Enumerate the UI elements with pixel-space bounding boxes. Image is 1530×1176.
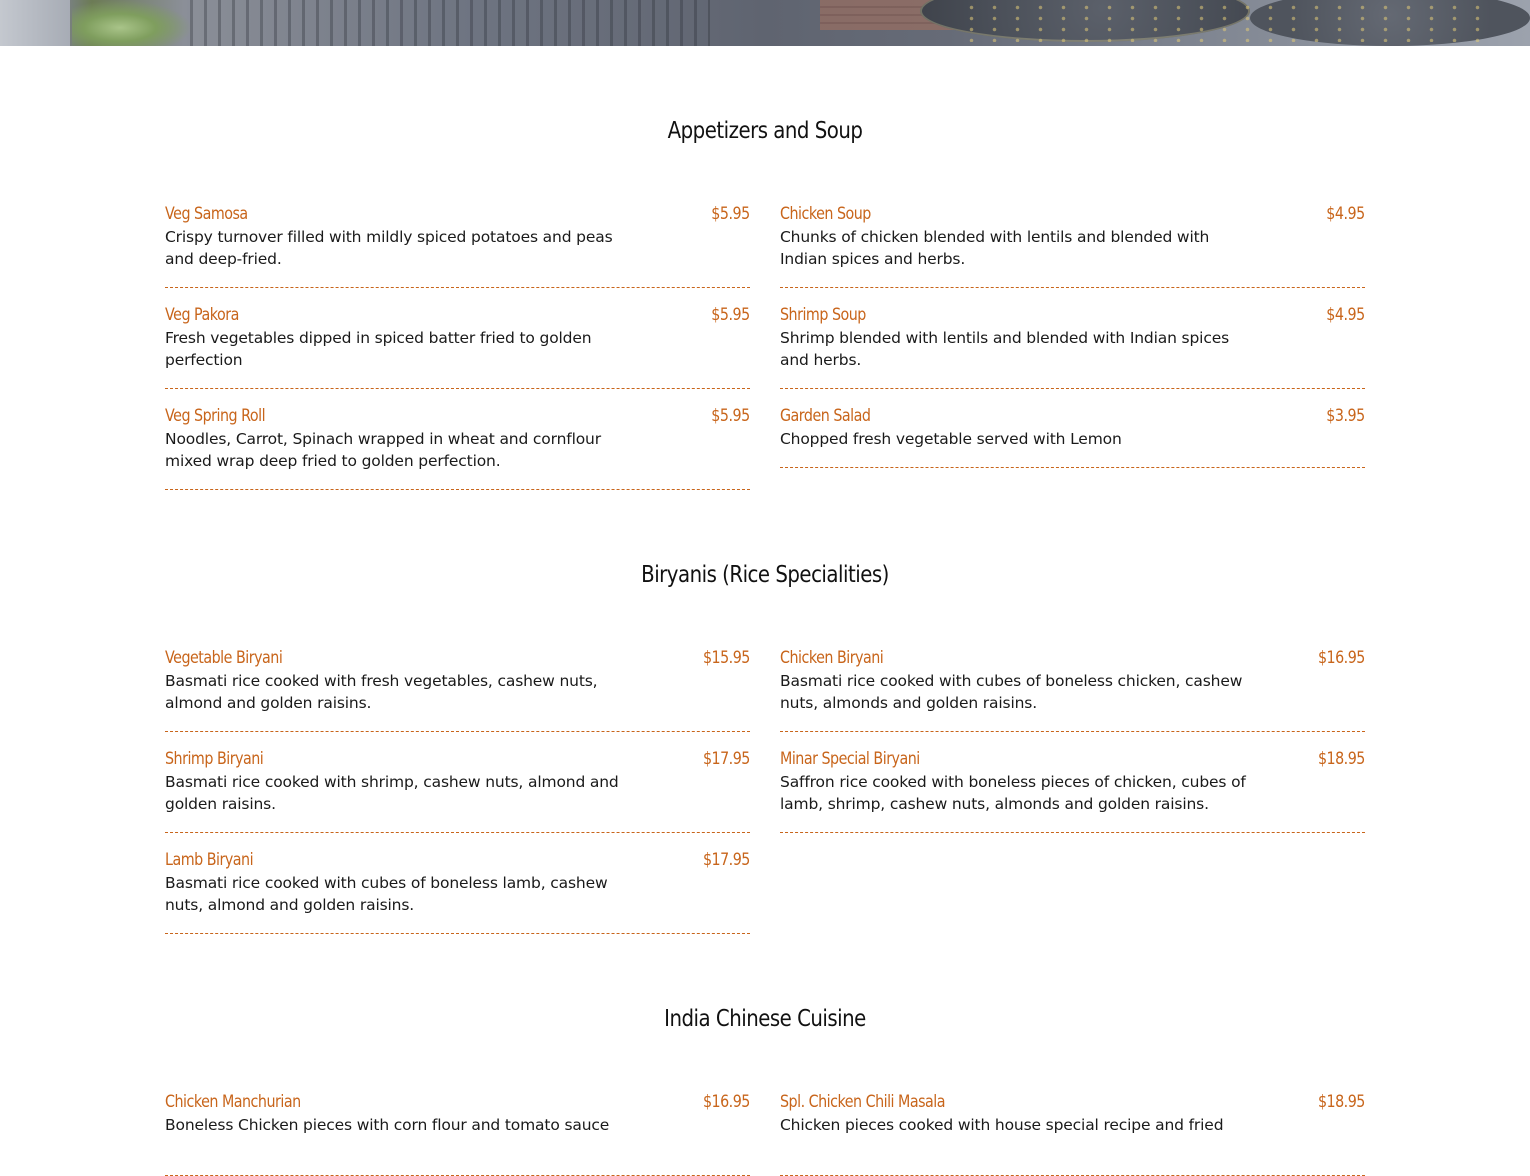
menu-item: [165, 203, 750, 288]
menu-item-price: $16.95: [703, 1092, 750, 1112]
hero-fallen-leaves: [960, 2, 1480, 42]
menu-item: [165, 748, 750, 833]
menu-item-price: $18.95: [1318, 749, 1365, 769]
menu-item-name: Chicken Soup: [780, 204, 871, 224]
menu-item-price: $17.95: [703, 850, 750, 870]
menu-item: [165, 304, 750, 389]
section-title: Biryanis (Rice Specialities): [641, 562, 889, 588]
menu-item-name: Shrimp Biryani: [165, 749, 264, 769]
menu-item-name: Vegetable Biryani: [165, 648, 283, 668]
menu-item-price: $16.95: [1318, 648, 1365, 668]
menu-item-description: Fresh vegetables dipped in spiced batter fried to golden perfection: [165, 329, 592, 369]
menu-item-description: Crispy turnover filled with mildly spiced potatoes and peas and deep-fried.: [165, 228, 613, 268]
menu-item-name: Veg Samosa: [165, 204, 248, 224]
menu-item: [780, 203, 1365, 288]
section-title: Appetizers and Soup: [667, 118, 863, 144]
menu-item: [780, 405, 1365, 468]
menu-item: [780, 647, 1365, 732]
menu-item-name: Garden Salad: [780, 406, 871, 426]
hero-banner-image: [0, 0, 1530, 46]
menu-item-description: Saffron rice cooked with boneless pieces of chicken, cubes of lamb, shrimp, cashew nuts, almonds and golden raisins.: [780, 773, 1246, 813]
menu-item-name: Shrimp Soup: [780, 305, 866, 325]
hero-fence: [190, 0, 710, 46]
section-title: India Chinese Cuisine: [664, 1006, 866, 1032]
menu-item-name: Veg Spring Roll: [165, 406, 266, 426]
hero-plant: [72, 0, 192, 46]
menu-item-description: Chicken pieces cooked with house special recipe and fried: [780, 1116, 1224, 1134]
menu-item-description: Boneless Chicken pieces with corn flour and tomato sauce: [165, 1116, 610, 1134]
menu-item-price: $4.95: [1326, 204, 1365, 224]
menu-item-name: Veg Pakora: [165, 305, 239, 325]
menu-item-price: $5.95: [711, 305, 750, 325]
menu-item: [165, 849, 750, 934]
menu-item-name: Spl. Chicken Chili Masala: [780, 1092, 945, 1112]
menu-item: [780, 1091, 1365, 1176]
menu-item: [165, 647, 750, 732]
menu-item-price: $5.95: [711, 406, 750, 426]
menu-item-price: $5.95: [711, 204, 750, 224]
menu-item: [780, 748, 1365, 833]
menu-item-description: Basmati rice cooked with shrimp, cashew nuts, almond and golden raisins.: [165, 773, 619, 813]
menu-item-price: $4.95: [1326, 305, 1365, 325]
menu-item: [165, 405, 750, 490]
menu-item: [165, 1091, 750, 1176]
menu-item-description: Chopped fresh vegetable served with Lemon: [780, 430, 1122, 448]
menu-item-description: Chunks of chicken blended with lentils and blended with Indian spices and herbs.: [780, 228, 1210, 268]
menu-item-description: Basmati rice cooked with fresh vegetables, cashew nuts, almond and golden raisins.: [165, 672, 598, 712]
menu-item-name: Chicken Biryani: [780, 648, 884, 668]
menu-item-price: $15.95: [703, 648, 750, 668]
menu-item-description: Basmati rice cooked with cubes of boneless chicken, cashew nuts, almonds and golden raisins.: [780, 672, 1243, 712]
menu-item-name: Minar Special Biryani: [780, 749, 920, 769]
menu-item-price: $18.95: [1318, 1092, 1365, 1112]
menu-item-description: Noodles, Carrot, Spinach wrapped in wheat and cornflour mixed wrap deep fried to golden perfection.: [165, 430, 601, 470]
menu-item-name: Lamb Biryani: [165, 850, 254, 870]
menu-item-description: Shrimp blended with lentils and blended with Indian spices and herbs.: [780, 329, 1230, 369]
menu-item-description: Basmati rice cooked with cubes of boneless lamb, cashew nuts, almond and golden raisins.: [165, 874, 608, 914]
menu-item-price: $17.95: [703, 749, 750, 769]
menu-item-name: Chicken Manchurian: [165, 1092, 301, 1112]
hero-post: [0, 0, 70, 46]
menu-item: [780, 304, 1365, 389]
menu-item-price: $3.95: [1326, 406, 1365, 426]
